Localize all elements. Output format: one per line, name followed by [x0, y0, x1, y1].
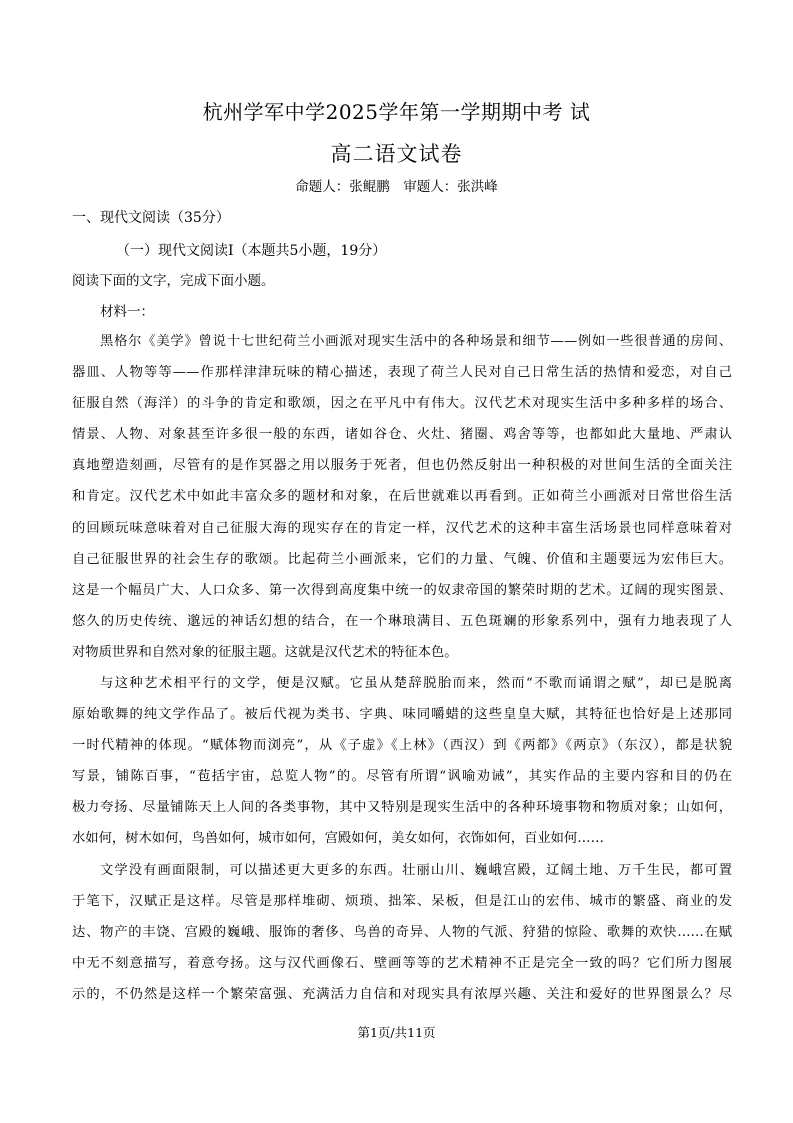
exam-authors: 命题人：张鲲鹏 审题人：张洪峰: [295, 179, 498, 195]
body-line: 原始歌舞的纯文学作品了。被后代视为类书、字典、味同嚼蜡的这些皇皇大赋，其特征也恰好是上述那同: [72, 707, 732, 722]
body-line: 器皿、人物等等——作那样津津玩味的精心描述，表现了荷兰人民对自己日常生活的热情和爱恋，对自己: [72, 365, 732, 380]
body-line: 中无不刻意描写，着意夸扬。这与汉代画像石、壁画等等的艺术精神不正是完全一致的吗？它们所力图展: [72, 956, 732, 971]
school-exam-title: 杭州学军中学2025学年第一学期期中考 试: [202, 100, 591, 124]
body-line: 对物质世界和自然对象的征服主题。这就是汉代艺术的特征本色。: [72, 645, 458, 660]
material-label: 材料一：: [100, 304, 154, 320]
body-line: 示的，不仍然是这样一个繁荣富强、充满活力自信和对现实具有浓厚兴趣、关注和爱好的世界图景么？尽: [72, 987, 732, 1002]
body-line: 水如何，树木如何，鸟兽如何，城市如何，宫殿如何，美女如何，衣饰如何，百业如何……: [72, 831, 604, 846]
body-line: 达、物产的丰饶、宫殿的巍峨、服饰的奢侈、鸟兽的奇异、人物的气派、狩猎的惊险、歌舞的欢快……在赋: [72, 925, 732, 940]
page-number: 第1页/共11页: [357, 1025, 436, 1040]
body-line: 的回顾玩味意味着对自己征服大海的现实存在的肯定一样，汉代艺术的这种丰富生活场景也同样意味着对: [72, 521, 732, 536]
body-line: 征服自然（海洋）的斗争的肯定和歌颂，因之在平凡中有伟大。汉代艺术对现实生活中多种多样的场合、: [72, 396, 732, 411]
body-line: 和肯定。汉代艺术中如此丰富众多的题材和对象，在后世就难以再看到。正如荷兰小画派对日常世俗生活: [72, 489, 732, 504]
reading-instruction: 阅读下面的文字，完成下面小题。: [72, 273, 275, 289]
body-line: 写景，铺陈百事，“苞括宇宙，总览人物”的。尽管有所谓“讽喻劝诫”，其实作品的主要内容和目的仍在: [72, 769, 732, 784]
body-line: 于笔下，汉赋正是这样。尽管是那样堆砌、烦琐、拙笨、呆板，但是江山的宏伟、城市的繁盛、商业的发: [72, 894, 732, 909]
body-line: 悠久的历史传统、邈远的神话幻想的结合，在一个琳琅满目、五色斑斓的形象系列中，强有力地表现了人: [72, 614, 732, 629]
body-line: 与这种艺术相平行的文学，便是汉赋。它虽从楚辞脱胎而来，然而“不歌而诵谓之赋”，却已是脱离: [100, 676, 732, 691]
subsection-heading: （一）现代文阅读Ⅰ（本题共5小题，19分）: [116, 243, 387, 259]
exam-subject-title: 高二语文试卷: [330, 142, 463, 166]
body-line: 极力夸扬、尽量铺陈天上人间的各类事物，其中又特别是现实生活中的各种环境事物和物质对象；山如何，: [72, 800, 732, 815]
section-heading: 一、现代文阅读（35分）: [72, 210, 230, 226]
body-line: 黑格尔《美学》曾说十七世纪荷兰小画派对现实生活中的各种场景和细节——例如一些很普通的房间、: [100, 334, 732, 349]
body-line: 情景、人物、对象甚至许多很一般的东西，诸如谷仓、火灶、猪圈、鸡舍等等，也都如此大量地、严肃认: [72, 427, 732, 442]
body-line: 一时代精神的体现。“赋体物而浏亮”，从《子虚》《上林》（西汉）到《两都》《两京》（东汉），都是状貌: [72, 738, 732, 753]
body-line: 真地塑造刻画，尽管有的是作冥器之用以服务于死者，但也仍然反射出一种积极的对世间生活的全面关注: [72, 458, 732, 473]
body-line: 自己征服世界的社会生存的歌颂。比起荷兰小画派来，它们的力量、气魄、价值和主题要远为宏伟巨大。: [72, 552, 732, 567]
body-line: 文学没有画面限制，可以描述更大更多的东西。壮丽山川、巍峨宫殿，辽阔土地、万千生民，都可置: [100, 863, 732, 878]
body-line: 这是一个幅员广大、人口众多、第一次得到高度集中统一的奴隶帝国的繁荣时期的艺术。辽阔的现实图景、: [72, 583, 732, 598]
